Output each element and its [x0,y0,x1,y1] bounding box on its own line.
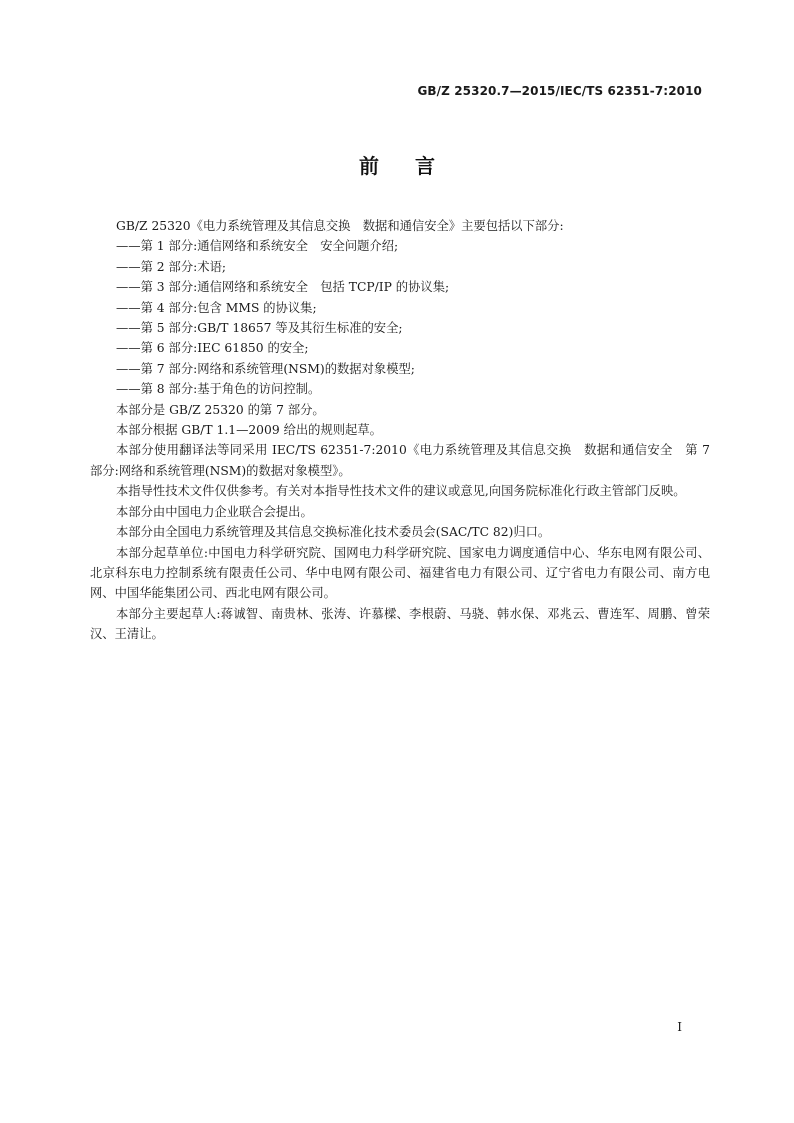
list-item: ——第 6 部分:IEC 61850 的安全; [116,341,309,356]
list-item: ——第 7 部分:网络和系统管理(NSM)的数据对象模型; [116,361,415,376]
list-item: ——第 4 部分:包含 MMS 的协议集; [116,300,317,315]
page-title: 前言 [359,154,471,178]
page-number: I [677,1020,682,1034]
list-item: ——第 2 部分:术语; [116,259,227,274]
paragraph: 本指导性技术文件仅供参考。有关对本指导性技术文件的建议或意见,向国务院标准化行政主管部门反映。 [116,484,686,499]
paragraph: 本部分主要起草人:蒋诚智、南贵林、张涛、许慕樑、李根蔚、马骁、韩水保、邓兆云、曹连军、周鹏、曾荣汉、王清让。 [90,606,710,642]
list-item: ——第 1 部分:通信网络和系统安全 安全问题介绍; [116,239,399,254]
paragraph: 本部分由中国电力企业联合会提出。 [116,504,313,519]
paragraph: 本部分由全国电力系统管理及其信息交换标准化技术委员会(SAC/TC 82)归口。 [116,525,551,540]
list-item: ——第 8 部分:基于角色的访问控制。 [116,382,321,397]
paragraph: 本部分起草单位:中国电力科学研究院、国网电力科学研究院、国家电力调度通信中心、华东电网有限公司、北京科东电力控制系统有限责任公司、华中电网有限公司、福建省电力有限公司、辽宁省电力有限公司、南方电网、中国华能集团公司、西北电网有限公司。 [90,545,710,601]
list-item: ——第 5 部分:GB/T 18657 等及其衍生标准的安全; [116,321,403,336]
list-item: ——第 3 部分:通信网络和系统安全 包括 TCP/IP 的协议集; [116,280,450,295]
foreword-body [90,216,710,645]
paragraph: 本部分根据 GB/T 1.1—2009 给出的规则起草。 [116,423,382,438]
standard-code-header: GB/Z 25320.7—2015/IEC/TS 62351-7:2010 [417,84,702,98]
paragraph: GB/Z 25320《电力系统管理及其信息交换 数据和通信安全》主要包括以下部分: [116,219,564,233]
paragraph: 本部分是 GB/Z 25320 的第 7 部分。 [116,402,325,417]
paragraph: 本部分使用翻译法等同采用 IEC/TS 62351-7:2010《电力系统管理及其信息交换 数据和通信安全 第 7 部分:网络和系统管理(NSM)的数据对象模型》。 [90,443,710,478]
